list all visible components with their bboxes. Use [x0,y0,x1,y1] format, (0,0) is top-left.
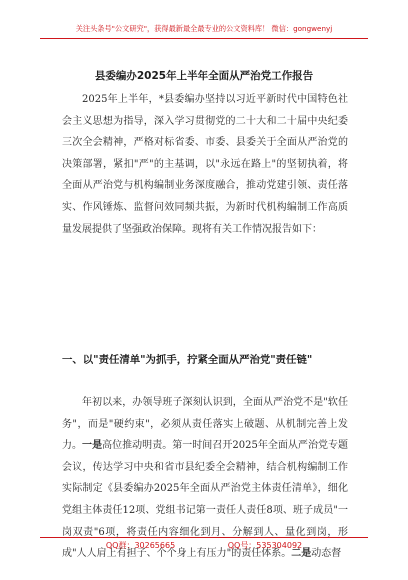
section-heading-1: 一、以"责任清单"为抓手，拧紧全面从严治党"责任链" [62,354,313,366]
section-1-text-before: 年初以来，办领导班子深刻认识到，全面从严治党不是"软任务"，而是"硬约束"，必须从责任落实上破题、从机制完善上发力。 [62,397,348,452]
document-title: 县委编办2025年上半年全面从严治党工作报告 [94,70,314,82]
second-point-marker: 二是 [291,548,312,560]
section-1-paragraph [62,392,348,565]
footer-qq-group[interactable]: QQ群：30265665 [105,541,176,550]
footer-qq-number[interactable]: QQ号：535304092 [227,541,303,550]
section-1-text-middle: 高位推动明责。第一时间召开2025年全面从严治党专题会议，传达学习中央和省市县纪委全会精神，结合机构编制工作实际制定《县委编办2025年全面从严治党主体责任清单》，细化党组主体责任12项、党组书记第一责任人责任8项、班子成员"一岗双责"6项，将责任内容细化到月、分解到人、量化到岗，形成"人人肩上有担子、个个身上有压力"的责任体系。 [62,440,349,560]
first-point-marker: 一是 [82,440,103,452]
section-1-text-after: 动态督 [311,548,342,560]
footer-contact [40,540,368,551]
intro-paragraph: 2025年上半年，*县委编办坚持以习近平新时代中国特色社会主义思想为指导，深入学习贯彻党的二十大和二十届中央纪委三次全会精神，严格对标省委、市委、县委关于全面从严治党的决策部署，紧扣"严"的主基调，以"永远在路上"的坚韧执着，将全面从严治党与机构编制业务深度融合，推动党建引领、责任落实、作风锤炼、监督问效同频共振，为新时代机构编制工作高质量发展提供了坚强政治保障。现将有关工作情况报告如下： [62,94,348,235]
footer-divider [40,537,368,538]
header-divider [40,38,368,39]
header-banner[interactable]: 关注头条号"公文研究"，获得最新最全最专业的公文资料库！ 微信：gongwenyj [75,24,333,33]
